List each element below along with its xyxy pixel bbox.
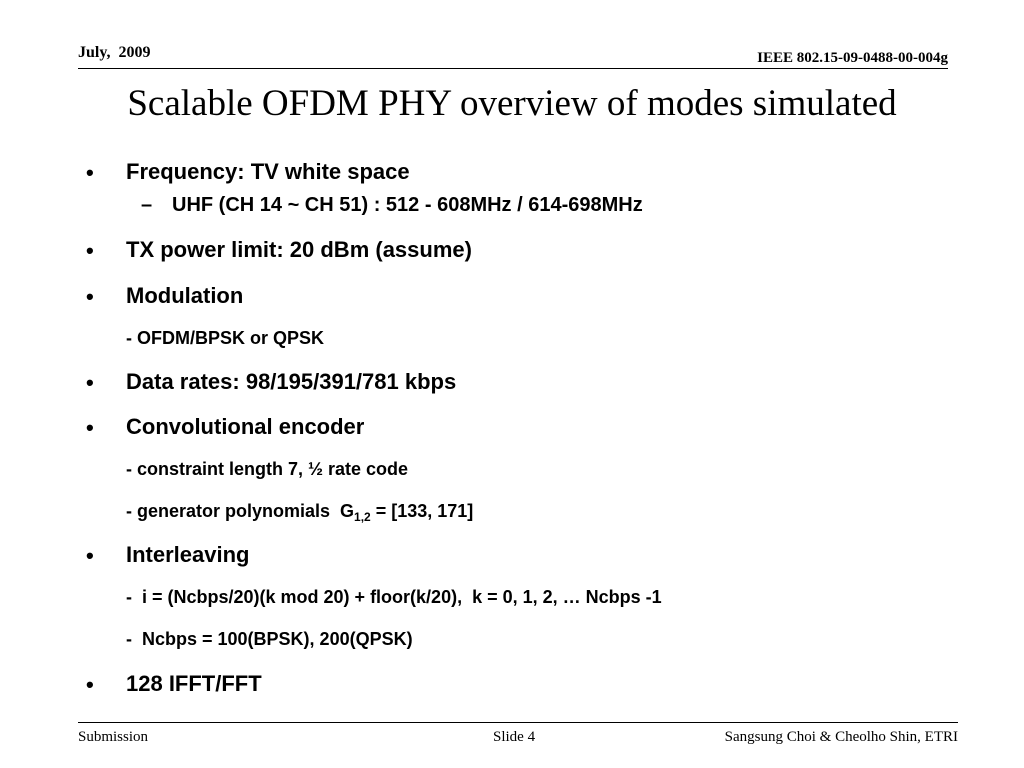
bullet-icon: • [86, 160, 94, 185]
header-divider [78, 68, 948, 69]
list-item-modulation: Modulation [126, 283, 244, 308]
list-item-interleaving: Interleaving [126, 542, 250, 567]
bullet-icon: • [86, 370, 94, 395]
generator-subscript: 1,2 [354, 510, 371, 524]
slide-title: Scalable OFDM PHY overview of modes simulated [127, 83, 897, 124]
footer-divider [78, 722, 958, 723]
list-detail-generator-polynomials [126, 501, 473, 522]
footer-slide-number: Slide 4 [493, 729, 536, 745]
generator-suffix: = [133, 171] [370, 501, 474, 521]
header-date: July, 2009 [78, 44, 151, 61]
bullet-icon: • [86, 543, 94, 568]
bullet-icon: • [86, 238, 94, 263]
list-detail-ncbps: - Ncbps = 100(BPSK), 200(QPSK) [126, 629, 413, 649]
bullet-icon: • [86, 284, 94, 309]
list-detail-interleaver-formula: - i = (Ncbps/20)(k mod 20) + floor(k/20), k = 0, 1, 2, … Ncbps -1 [126, 587, 662, 607]
list-item-data-rates: Data rates: 98/195/391/781 kbps [126, 369, 457, 394]
footer-submission: Submission [78, 729, 149, 745]
bullet-icon: • [86, 415, 94, 440]
list-item-frequency: Frequency: TV white space [126, 159, 410, 184]
list-item-encoder: Convolutional encoder [126, 414, 365, 439]
list-subitem-uhf: UHF (CH 14 ~ CH 51) : 512 - 608MHz / 614-698MHz [172, 194, 643, 216]
header-document-id: IEEE 802.15-09-0488-00-004g [757, 50, 948, 66]
bullet-icon: • [86, 672, 94, 697]
list-item-tx-power: TX power limit: 20 dBm (assume) [126, 237, 472, 262]
footer-authors: Sangsung Choi & Cheolho Shin, ETRI [724, 729, 958, 745]
list-detail-modulation: - OFDM/BPSK or QPSK [126, 328, 325, 348]
list-detail-constraint-length: - constraint length 7, ½ rate code [126, 459, 409, 479]
list-item-fft: 128 IFFT/FFT [126, 671, 262, 696]
dash-icon: – [141, 194, 153, 216]
generator-prefix: - generator polynomials G [126, 501, 355, 521]
